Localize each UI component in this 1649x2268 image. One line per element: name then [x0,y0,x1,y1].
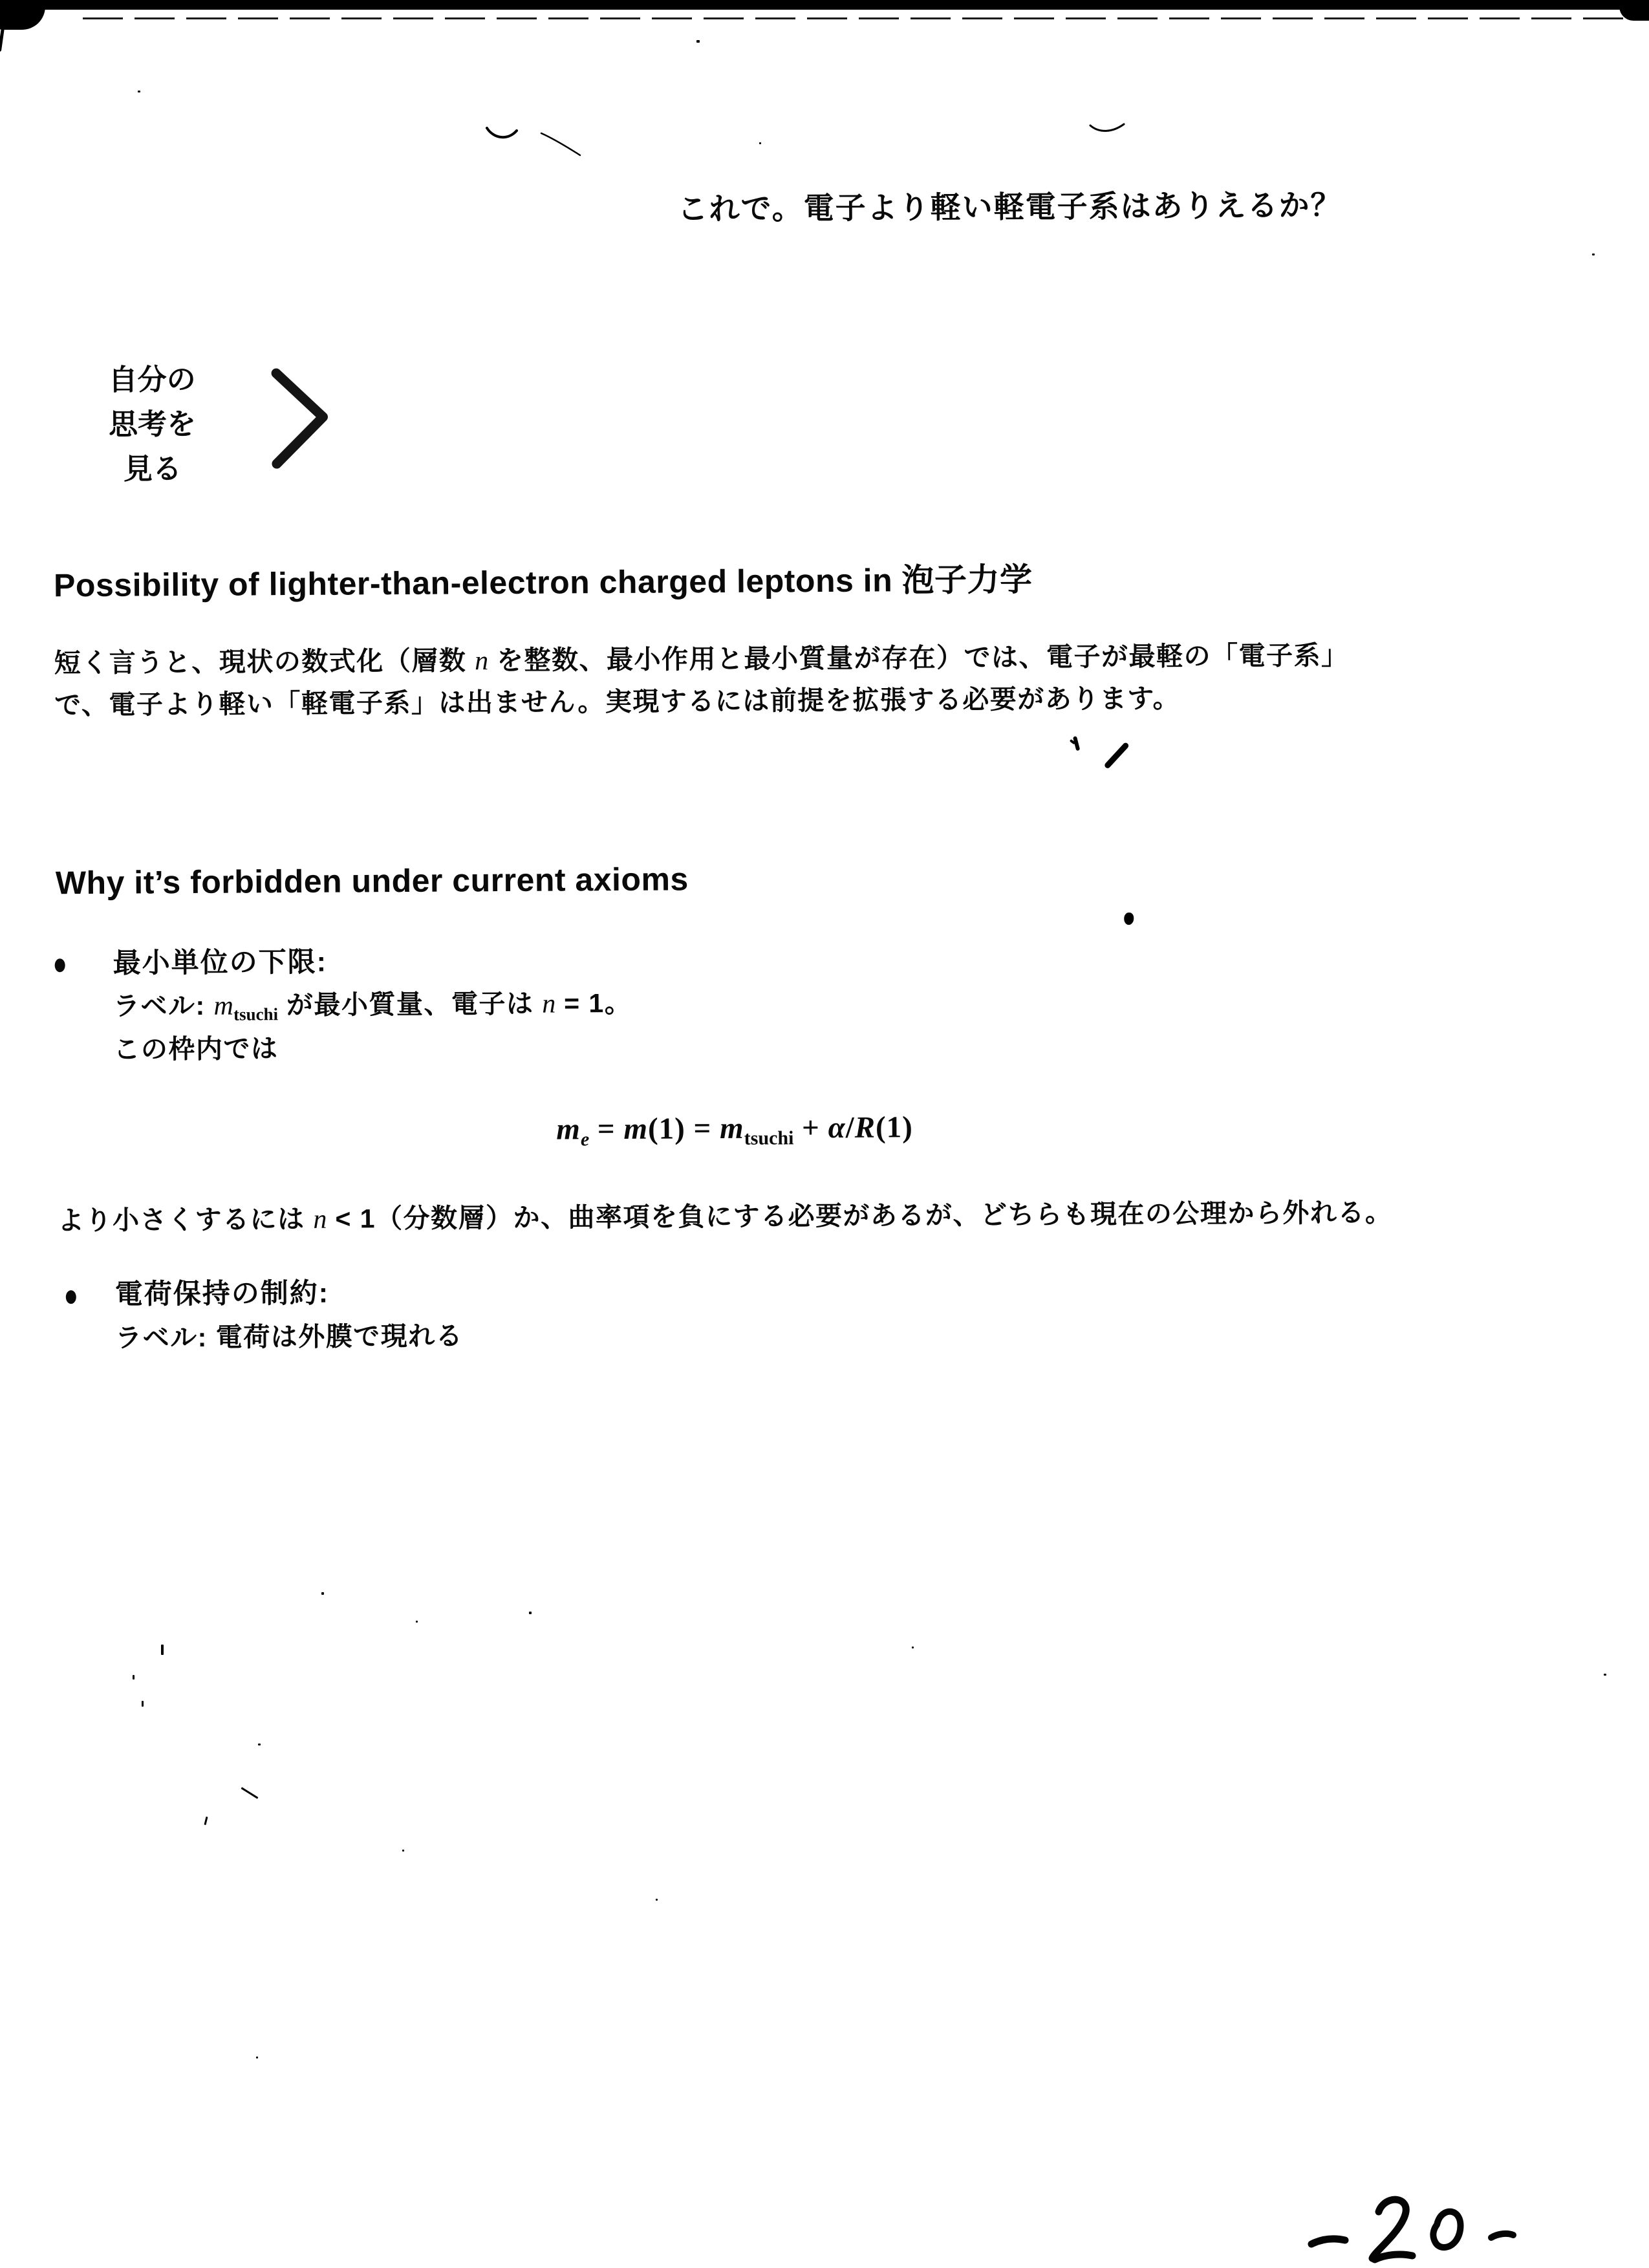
handwritten-tick-mark [1066,729,1137,775]
scan-speck [258,1744,261,1745]
scan-speck [133,1675,135,1679]
math-var-alpha: α [828,1110,846,1145]
scan-speck [1604,1674,1606,1676]
scan-speck [161,1645,164,1655]
scan-speck [321,1592,324,1595]
section-heading-forbidden: Why it’s forbidden under current axioms [55,861,689,902]
intro-line1-post: を整数、最小作用と最小質量が存在）では、電子が最軽の「電子系」 [488,640,1349,676]
scan-speck [656,1899,658,1901]
scan-speck [138,91,140,92]
scan-speck [416,1621,418,1623]
math-var-m: m [623,1112,649,1146]
divide-slash: / [845,1110,855,1145]
math-var-R: R [854,1110,876,1145]
scan-speck [402,1850,404,1852]
note-pre: より小さくするには [57,1204,314,1236]
bullet-dot [55,958,65,972]
scan-speck [142,1701,144,1707]
bullet1-line3: この枠内では [113,1033,279,1064]
math-sub-tsuchi: tsuchi [233,1004,279,1024]
chevron-right-icon [268,367,334,471]
math-var-m: m [719,1111,744,1146]
equals: = [685,1112,720,1146]
label-end: 。 [604,988,632,1019]
thinking-label-line2: 思考を [108,407,197,441]
thinking-label-line3: 見る [123,452,182,486]
bullet-dot [66,1290,76,1304]
bullet2-title: 電荷保持の制約: [114,1277,330,1310]
math-var-n: n [542,989,556,1019]
equals: = [588,1112,624,1147]
paren-one: (1) [647,1112,685,1146]
math-sub-e: e [580,1129,590,1150]
section-heading-possibility: Possibility of lighter-than-electron charged leptons in 泡子力学 [53,561,1033,604]
bullet1-title: 最小単位の下限: [113,946,328,979]
scan-speck [256,2057,258,2058]
intro-paragraph-line2: で、電子より軽い「軽電子系」は出ません。実現するには前提を拡張する必要があります。 [54,683,1181,720]
math-sub-tsuchi: tsuchi [744,1127,794,1149]
show-thinking-toggle [87,357,217,491]
note-post: （分数層）か、曲率項を負にする必要があるが、どちらも現在の公理から外れる。 [375,1197,1393,1234]
label-prefix: ラベル: [113,990,214,1021]
note-cmp: < 1 [327,1204,376,1234]
scan-speck [912,1647,914,1648]
label-mid: が最小質量、電子は [277,988,543,1021]
intro-line1-pre: 短く言うと、現状の数式化（層数 [54,645,475,678]
scan-speck [529,1612,532,1614]
intro-paragraph-line1 [54,640,1349,680]
math-var-m: m [213,991,234,1021]
math-eq: = 1 [555,988,605,1019]
scan-speck [759,142,761,144]
math-var-m: m [556,1112,581,1147]
math-var-n: n [475,646,489,676]
paren-one: (1) [875,1110,914,1145]
thinking-label-line1: 自分の [108,362,196,396]
plus: + [793,1110,828,1145]
bullet2-label-line: ラベル: 電荷は外膜で現れる [115,1321,464,1353]
mass-formula [556,1109,913,1151]
bullet1-label-line [113,988,632,1026]
note-paragraph [58,1197,1393,1238]
handwritten-page-number [1304,2192,1536,2268]
scan-speck [696,40,700,43]
math-var-n: n [313,1204,327,1235]
ink-blot [1124,913,1134,925]
user-question-text: これで。電子より軽い軽電子系はありえるか？ [677,188,1342,226]
scan-speck [1592,254,1595,255]
